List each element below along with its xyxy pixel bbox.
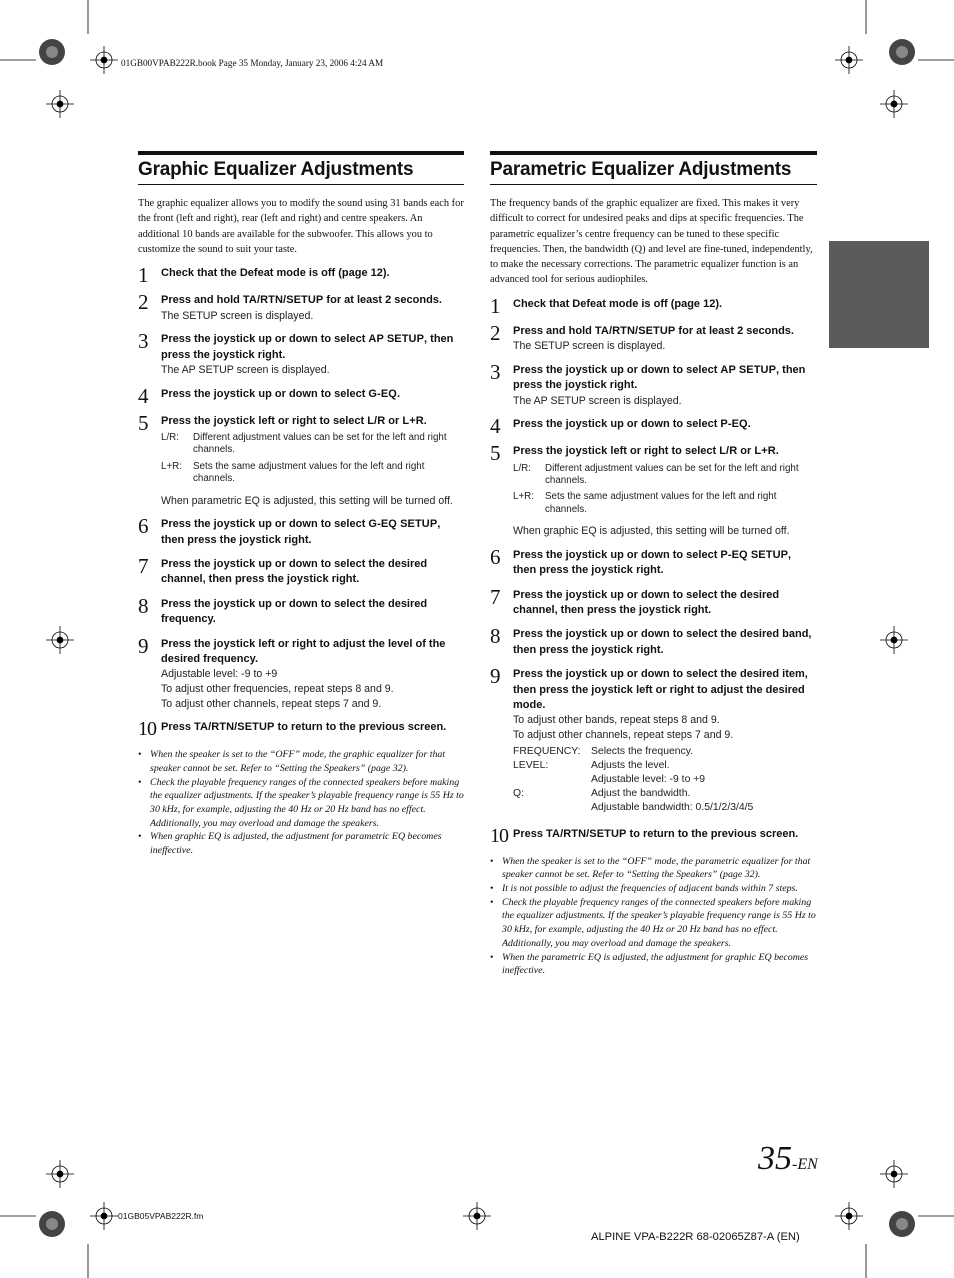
step-text: Check that the Defeat mode is off (page 12). [161,267,390,280]
step-2 [138,290,464,323]
option-key: L/R: [161,432,179,443]
step-number: 2 [490,320,501,345]
section-tab [829,241,929,348]
note-item: • When graphic EQ is adjusted, the adjustment for parametric EQ becomes ineffective. [138,830,464,857]
intro-paragraph: The frequency bands of the graphic equalizer are fixed. This makes it very difficult to correct for undesired peaks and dips at specific frequencies. The parametric equalizer’s centre frequency can be tuned to these specific frequencies. Then, the bandwidth (Q) and level are fine-tuned, independently, to make the necessary corrections. The parametric equalizer function is an advanced tool for serious audiophiles. [490,198,813,286]
step-10 [138,718,464,741]
step-text: Press TA/RTN/SETUP to return to the previous screen. [161,721,447,734]
notes-list [490,855,817,978]
step-text: Press the joystick up or down to select the desired channel, then press the joystick right. [513,588,780,617]
step-result: To adjust other channels, repeat steps 7 and 9. [161,697,382,710]
step-text: Press the joystick up or down to select G-EQ SETUP, then press the joystick right. [161,518,441,546]
step-5 [138,410,464,509]
step-10 [490,824,817,847]
step-text: Press the joystick up or down to select AP SETUP, then press the joystick right. [513,363,806,392]
step-result: The AP SETUP screen is displayed. [161,364,330,376]
step-number: 1 [490,293,501,318]
option-key: L/R: [513,462,531,474]
step-result: To adjust other bands, repeat steps 8 and 9. [513,714,720,727]
option-desc: Sets the same adjustment values for the left and right channels. [193,460,425,485]
option-desc: Different adjustment values can be set for the left and right channels. [545,462,799,486]
step-note: When graphic EQ is adjusted, this setting will be turned off. [513,525,790,538]
step-text: Press the joystick up or down to select G-EQ. [161,387,400,400]
step-number: 1 [138,263,149,288]
step-result: To adjust other channels, repeat steps 7 and 9. [513,729,734,742]
step-8 [138,593,464,628]
step-8 [490,624,817,658]
mode-list [513,745,817,815]
step-number: 7 [138,554,149,579]
step-text: Press the joystick up or down to select AP SETUP, then press the joystick right. [161,333,454,361]
option-list [161,432,464,486]
section-title: Graphic Equalizer Adjustments [138,151,464,185]
step-number: 2 [138,290,149,315]
note-item: • It is not possible to adjust the frequencies of adjacent bands within 7 steps. [490,882,817,896]
step-text: Press and hold TA/RTN/SETUP for at least 2 seconds. [161,294,442,307]
step-text: Press the joystick up or down to select the desired channel, then press the joystick right. [161,558,428,586]
step-9 [138,633,464,712]
step-number: 8 [138,593,149,618]
mode-desc: Adjust the bandwidth. Adjustable bandwidth: 0.5/1/2/3/4/5 [591,787,754,813]
notes-list [138,748,464,858]
step-number: 5 [490,441,501,466]
mode-key: Q: [513,787,524,799]
step-6 [490,544,817,579]
step-7 [490,584,817,619]
section-title: Parametric Equalizer Adjustments [490,151,817,185]
note-item: • When the parametric EQ is adjusted, the adjustment for graphic EQ becomes ineffective. [490,951,817,978]
footer-model: ALPINE VPA-B222R 68-02065Z87-A (EN) [591,1231,800,1243]
mode-desc: Adjusts the level. Adjustable level: -9 to +9 [591,759,706,785]
option-key: L+R: [513,491,534,503]
step-number: 8 [490,624,501,649]
step-text: Press TA/RTN/SETUP to return to the previous screen. [513,827,799,840]
step-number: 9 [138,633,149,658]
step-number: 5 [138,410,149,435]
step-2 [490,320,817,354]
option-key: L+R: [161,460,182,472]
parametric-eq-section [490,151,817,978]
step-number: 4 [138,383,149,408]
step-result: To adjust other frequencies, repeat steps 8 and 9. [161,683,394,696]
step-number: 9 [490,664,501,689]
step-result: The SETUP screen is displayed. [161,309,314,322]
step-result: The SETUP screen is displayed. [513,340,666,353]
step-result: Adjustable level: -9 to +9 [161,668,278,681]
step-5 [490,441,817,539]
step-7 [138,554,464,588]
step-3 [138,329,464,377]
step-1 [138,263,464,288]
mode-desc: Selects the frequency. [591,745,694,757]
step-note: When parametric EQ is adjusted, this setting will be turned off. [161,494,453,507]
step-text: Press the joystick left or right to select L/R or L+R. [513,445,779,458]
step-number: 7 [490,584,501,609]
option-desc: Sets the same adjustment values for the left and right channels. [545,491,777,515]
step-text: Press the joystick up or down to select the desired frequency. [161,597,428,626]
note-item: • Check the playable frequency ranges of the connected speakers before making the equalizer adjustments. If the speaker’s playable frequency range is 55 Hz to 30 kHz, for example, adjusting the 40 Hz or 20 Hz band has no effect. Additionally, you may overload and damage the speakers. [490,896,817,951]
step-text: Press and hold TA/RTN/SETUP for at least 2 seconds. [513,324,794,337]
note-item: • Check the playable frequency ranges of the connected speakers before making the equalizer adjustments. If the speaker’s playable frequency range is 55 Hz to 30 kHz, for example, adjusting the 40 Hz or 20 Hz band has no effect. Additionally, you may overload and damage the speakers. [138,776,464,831]
step-number: 6 [490,544,501,569]
step-number: 6 [138,514,149,539]
note-item: • When the speaker is set to the “OFF” mode, the parametric equalizer for that speaker cannot be set. Refer to “Setting the Speakers” (page 32). [490,855,817,882]
step-result: The AP SETUP screen is displayed. [513,394,682,407]
mode-key: LEVEL: [513,759,549,771]
step-number: 3 [138,329,149,354]
page-number: 35-EN [758,1140,818,1177]
step-3 [490,359,817,408]
step-text: Check that Defeat mode is off (page 12). [513,297,723,310]
step-number: 3 [490,359,501,384]
step-text: Press the joystick left or right to adjust the level of the desired frequency. [161,637,446,666]
book-header: 01GB00VPAB222R.book Page 35 Monday, January 23, 2006 4:24 AM [121,58,384,68]
key-name: TA/RTN/SETUP [242,294,324,307]
note-item: • When the speaker is set to the “OFF” mode, the graphic equalizer for that speaker cannot be set. Refer to “Setting the Speakers” (page 32). [138,748,464,775]
graphic-eq-section [138,151,464,858]
step-text: Press the joystick left or right to select L/R or L+R. [161,414,427,427]
step-1 [490,293,817,318]
intro-paragraph: The graphic equalizer allows you to modify the sound using 31 bands each for the front (left and right), rear (left and right) and centre speakers. An additional 10 bands are available for the subwoofer. This allows you to customize the sound to suit your taste. [138,198,464,255]
step-text: Press the joystick up or down to select P-EQ SETUP, then press the joystick right. [513,548,792,577]
page-suffix: -EN [792,1156,818,1173]
footer-file: 01GB05VPAB222R.fm [118,1211,204,1221]
step-text: Press the joystick up or down to select P-EQ. [513,418,751,431]
mode-key: FREQUENCY: [513,745,581,757]
step-4 [138,383,464,408]
step-text: Press the joystick up or down to select the desired band, then press the joystick right. [513,628,812,656]
step-number: 4 [490,414,501,439]
step-text: Press the joystick up or down to select the desired item, then press the joystick left or right to adjust the desired mode. [513,668,808,712]
option-list [513,463,817,517]
step-6 [138,514,464,548]
step-9 [490,664,817,814]
step-4 [490,414,817,439]
option-desc: Different adjustment values can be set for the left and right channels. [193,432,447,456]
step-number: 10 [490,824,508,847]
step-number: 10 [138,718,156,741]
